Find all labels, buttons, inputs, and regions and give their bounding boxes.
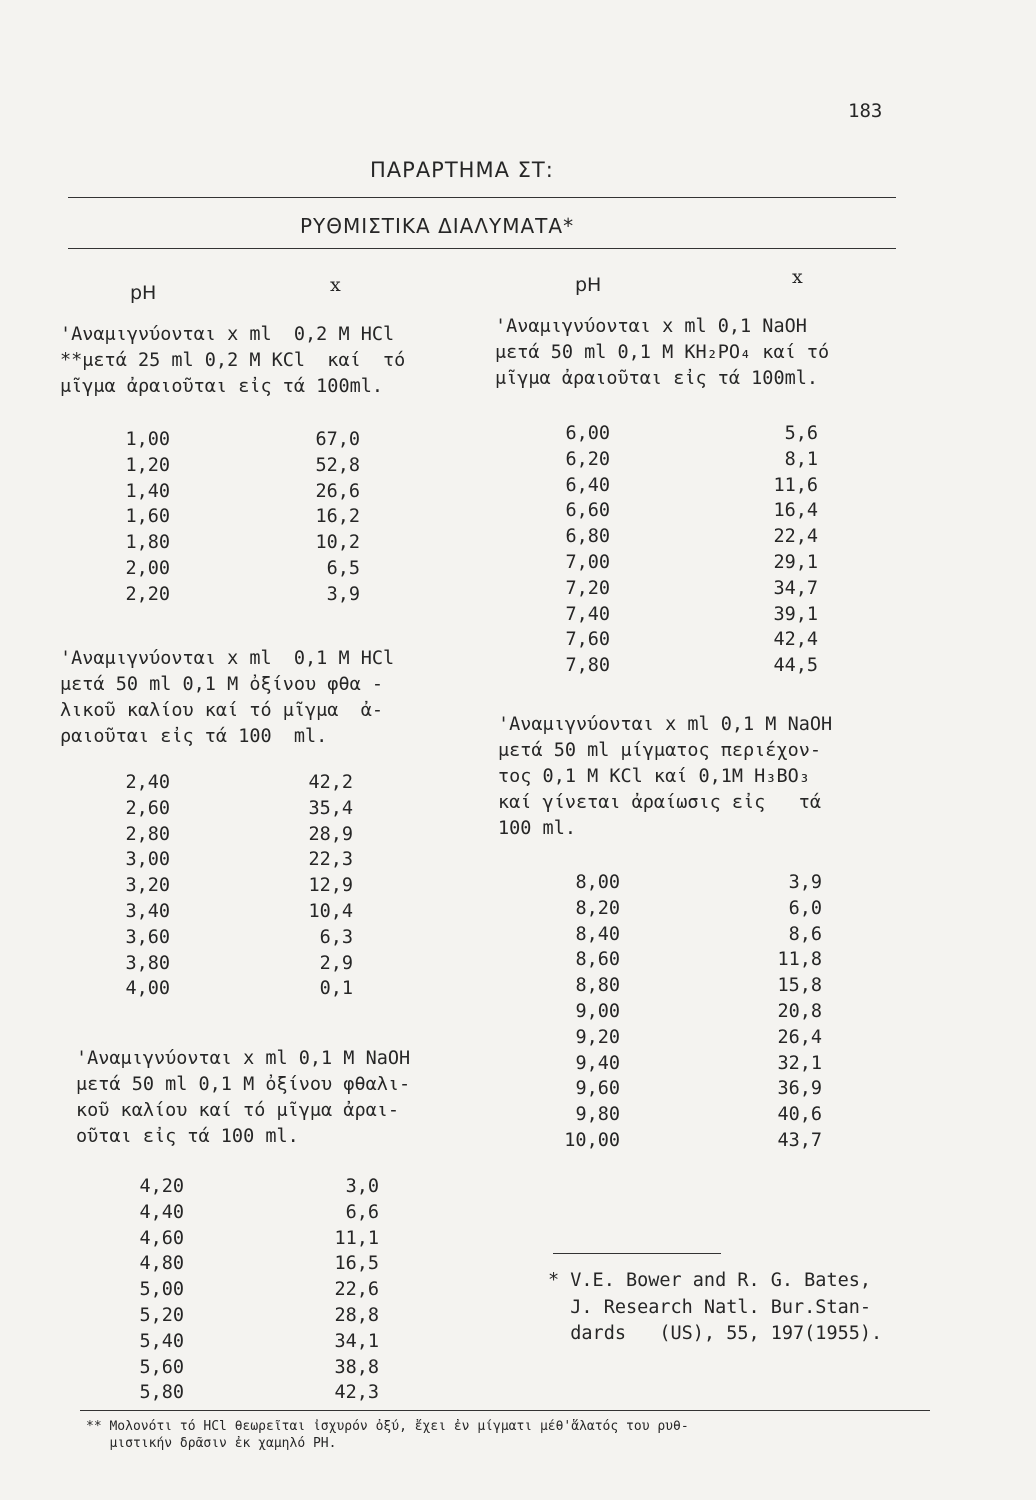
table-row bbox=[80, 770, 353, 796]
right-x-header: x bbox=[792, 266, 803, 288]
footnote-note: ** Μολονότι τό HCl θεωρεῖται ἰσχυρόν ὀξύ, ἔχει ἐν μίγματι μέθ'ἅλατός του ρυθ- μιστικήν δρᾶσιν ἐκ χαμηλό PH. bbox=[86, 1419, 689, 1451]
ph-value: 5,40 bbox=[139, 1330, 184, 1352]
table-row bbox=[80, 925, 353, 951]
x-value: 42,4 bbox=[773, 629, 818, 651]
footnote-separator bbox=[553, 1253, 721, 1254]
table-row bbox=[520, 473, 818, 499]
buffer-table bbox=[520, 421, 818, 679]
x-value: 52,8 bbox=[315, 454, 360, 476]
x-value: 28,9 bbox=[308, 823, 353, 845]
table-row bbox=[94, 1355, 379, 1381]
ph-value: 7,60 bbox=[565, 629, 610, 651]
ph-value: 5,60 bbox=[139, 1356, 184, 1378]
table-row bbox=[520, 498, 818, 524]
ph-value: 7,00 bbox=[565, 551, 610, 573]
ph-value: 2,00 bbox=[125, 557, 170, 579]
ph-value: 5,00 bbox=[139, 1279, 184, 1301]
ph-value: 3,80 bbox=[125, 952, 170, 974]
x-value: 22,3 bbox=[308, 849, 353, 871]
table-row bbox=[530, 999, 822, 1025]
footnote-reference: * V.E. Bower and R. G. Bates, J. Research Natl. Bur.Stan- dards (US), 55, 197(1955). bbox=[548, 1270, 883, 1344]
title-rule-top bbox=[68, 197, 896, 198]
x-value: 22,6 bbox=[334, 1279, 379, 1301]
ph-value: 1,60 bbox=[125, 506, 170, 528]
ph-value: 3,40 bbox=[125, 900, 170, 922]
table-row bbox=[94, 1329, 379, 1355]
table-row bbox=[80, 453, 360, 479]
x-value: 12,9 bbox=[308, 875, 353, 897]
table-row bbox=[530, 973, 822, 999]
page-number: 183 bbox=[848, 100, 883, 122]
ph-value: 2,60 bbox=[125, 797, 170, 819]
table-row bbox=[80, 976, 353, 1002]
x-value: 40,6 bbox=[777, 1104, 822, 1126]
ph-value: 1,40 bbox=[125, 480, 170, 502]
table-row bbox=[530, 947, 822, 973]
x-value: 28,8 bbox=[334, 1304, 379, 1326]
x-value: 3,9 bbox=[326, 583, 360, 605]
ph-value: 2,40 bbox=[125, 772, 170, 793]
x-value: 29,1 bbox=[773, 551, 818, 573]
ph-value: 9,20 bbox=[575, 1026, 620, 1048]
ph-value: 1,80 bbox=[125, 532, 170, 554]
table-row bbox=[80, 822, 353, 848]
x-value: 16,2 bbox=[315, 506, 360, 528]
buffer-table bbox=[530, 870, 822, 1154]
table-row bbox=[530, 1102, 822, 1128]
ph-value: 4,40 bbox=[139, 1201, 184, 1223]
section-title: ΡΥΘΜΙΣΤΙΚΑ ΔΙΑΛΥΜΑΤΑ* bbox=[300, 214, 575, 238]
ph-value: 4,00 bbox=[125, 978, 170, 1000]
x-value: 10,4 bbox=[308, 900, 353, 922]
buffer-table bbox=[80, 770, 353, 1002]
ph-value: 9,60 bbox=[575, 1078, 620, 1100]
x-value: 35,4 bbox=[308, 797, 353, 819]
x-value: 34,1 bbox=[334, 1330, 379, 1352]
table-row bbox=[80, 582, 360, 608]
x-value: 8,1 bbox=[784, 448, 818, 470]
title-rule-bottom bbox=[68, 248, 896, 249]
x-value: 36,9 bbox=[777, 1078, 822, 1100]
table-row bbox=[530, 1025, 822, 1051]
table-row bbox=[94, 1200, 379, 1226]
buffer-description: 'Αναμιγνύονται x ml 0,1 M NaOH μετά 50 ml μίγματος περιέχον- τος 0,1 M KCl καί 0,1M H₃BO₃ καί γίνεται ἀραίωσις εἰς τά 100 ml. bbox=[498, 714, 833, 839]
table-row bbox=[520, 602, 818, 628]
table-row bbox=[530, 1128, 822, 1154]
ph-value: 7,20 bbox=[565, 577, 610, 599]
table-row bbox=[94, 1303, 379, 1329]
x-value: 32,1 bbox=[777, 1052, 822, 1074]
ph-value: 8,20 bbox=[575, 897, 620, 919]
table-row bbox=[80, 796, 353, 822]
table-row bbox=[530, 1076, 822, 1102]
x-value: 26,4 bbox=[777, 1026, 822, 1048]
ph-value: 8,00 bbox=[575, 872, 620, 893]
table-row bbox=[520, 550, 818, 576]
ph-value: 5,80 bbox=[139, 1382, 184, 1404]
ph-value: 6,20 bbox=[565, 448, 610, 470]
x-value: 39,1 bbox=[773, 603, 818, 625]
x-value: 2,9 bbox=[319, 952, 353, 974]
ph-value: 7,40 bbox=[565, 603, 610, 625]
ph-value: 10,00 bbox=[564, 1129, 620, 1151]
x-value: 43,7 bbox=[777, 1129, 822, 1151]
right-ph-header: pH bbox=[575, 274, 602, 296]
buffer-description: 'Αναμιγνύονται x ml 0,1 M HCl μετά 50 ml 0,1 M ὀξίνου φθα - λικοῦ καλίου καί τό μῖγμα ἀ- ραιοῦται εἰς τά 100 ml. bbox=[60, 648, 395, 747]
buffer-table bbox=[94, 1174, 379, 1406]
table-row bbox=[530, 1051, 822, 1077]
table-row bbox=[530, 922, 822, 948]
buffer-description: 'Αναμιγνύονται x ml 0,1 M NaOH μετά 50 ml 0,1 M ὀξίνου φθαλι- κοῦ καλίου καί τό μῖγμα ἀραι- οῦται εἰς τά 100 ml. bbox=[76, 1048, 411, 1147]
x-value: 42,3 bbox=[334, 1382, 379, 1404]
x-value: 11,1 bbox=[334, 1227, 379, 1249]
x-value: 5,6 bbox=[784, 423, 818, 444]
x-value: 42,2 bbox=[308, 772, 353, 793]
x-value: 34,7 bbox=[773, 577, 818, 599]
x-value: 3,0 bbox=[345, 1176, 379, 1197]
table-row bbox=[94, 1380, 379, 1406]
x-value: 11,6 bbox=[773, 474, 818, 496]
buffer-description: 'Αναμιγνύονται x ml 0,2 M HCl **μετά 25 ml 0,2 M KCl καί τό μῖγμα ἀραιοῦται εἰς τά 100ml. bbox=[60, 324, 406, 397]
x-value: 0,1 bbox=[319, 978, 353, 1000]
table-row bbox=[80, 556, 360, 582]
ph-value: 7,80 bbox=[565, 655, 610, 677]
x-value: 3,9 bbox=[788, 872, 822, 893]
left-ph-header: pH bbox=[130, 282, 157, 304]
ph-value: 3,60 bbox=[125, 926, 170, 948]
table-row bbox=[80, 427, 360, 453]
ph-value: 1,20 bbox=[125, 454, 170, 476]
x-value: 6,5 bbox=[326, 557, 360, 579]
table-row bbox=[80, 479, 360, 505]
x-value: 44,5 bbox=[773, 655, 818, 677]
ph-value: 9,00 bbox=[575, 1000, 620, 1022]
ph-value: 6,60 bbox=[565, 500, 610, 522]
table-row bbox=[520, 421, 818, 447]
table-row bbox=[520, 627, 818, 653]
ph-value: 9,80 bbox=[575, 1104, 620, 1126]
x-value: 16,4 bbox=[773, 500, 818, 522]
table-row bbox=[94, 1226, 379, 1252]
table-row bbox=[80, 530, 360, 556]
ph-value: 6,80 bbox=[565, 526, 610, 548]
x-value: 6,6 bbox=[345, 1201, 379, 1223]
ph-value: 6,40 bbox=[565, 474, 610, 496]
x-value: 11,8 bbox=[777, 949, 822, 971]
x-value: 20,8 bbox=[777, 1000, 822, 1022]
table-row bbox=[80, 951, 353, 977]
table-row bbox=[94, 1174, 379, 1200]
buffer-description: 'Αναμιγνύονται x ml 0,1 NaOH μετά 50 ml 0,1 M KH₂PO₄ καί τό μῖγμα ἀραιοῦται εἰς τά 100ml. bbox=[495, 316, 830, 389]
table-row bbox=[94, 1277, 379, 1303]
x-value: 16,5 bbox=[334, 1253, 379, 1275]
ph-value: 8,80 bbox=[575, 975, 620, 997]
x-value: 10,2 bbox=[315, 532, 360, 554]
x-value: 8,6 bbox=[788, 923, 822, 945]
x-value: 67,0 bbox=[315, 429, 360, 450]
ph-value: 1,00 bbox=[125, 429, 170, 450]
table-row bbox=[80, 504, 360, 530]
table-row bbox=[530, 896, 822, 922]
left-x-header: x bbox=[330, 274, 341, 296]
table-row bbox=[520, 524, 818, 550]
x-value: 22,4 bbox=[773, 526, 818, 548]
table-row bbox=[520, 447, 818, 473]
ph-value: 3,00 bbox=[125, 849, 170, 871]
ph-value: 5,20 bbox=[139, 1304, 184, 1326]
ph-value: 8,40 bbox=[575, 923, 620, 945]
ph-value: 3,20 bbox=[125, 875, 170, 897]
table-row bbox=[94, 1251, 379, 1277]
ph-value: 4,80 bbox=[139, 1253, 184, 1275]
ph-value: 2,80 bbox=[125, 823, 170, 845]
table-row bbox=[520, 653, 818, 679]
buffer-table bbox=[80, 427, 360, 608]
ph-value: 8,60 bbox=[575, 949, 620, 971]
ph-value: 6,00 bbox=[565, 423, 610, 444]
x-value: 26,6 bbox=[315, 480, 360, 502]
appendix-title: ΠΑΡΑΡΤΗΜΑ ΣΤ: bbox=[370, 158, 554, 182]
x-value: 15,8 bbox=[777, 975, 822, 997]
table-row bbox=[80, 847, 353, 873]
table-row bbox=[80, 873, 353, 899]
footnote-rule bbox=[80, 1410, 930, 1411]
table-row bbox=[520, 576, 818, 602]
table-row bbox=[80, 899, 353, 925]
ph-value: 4,60 bbox=[139, 1227, 184, 1249]
ph-value: 4,20 bbox=[139, 1176, 184, 1197]
table-row bbox=[530, 870, 822, 896]
x-value: 38,8 bbox=[334, 1356, 379, 1378]
x-value: 6,3 bbox=[319, 926, 353, 948]
ph-value: 9,40 bbox=[575, 1052, 620, 1074]
x-value: 6,0 bbox=[788, 897, 822, 919]
ph-value: 2,20 bbox=[125, 583, 170, 605]
